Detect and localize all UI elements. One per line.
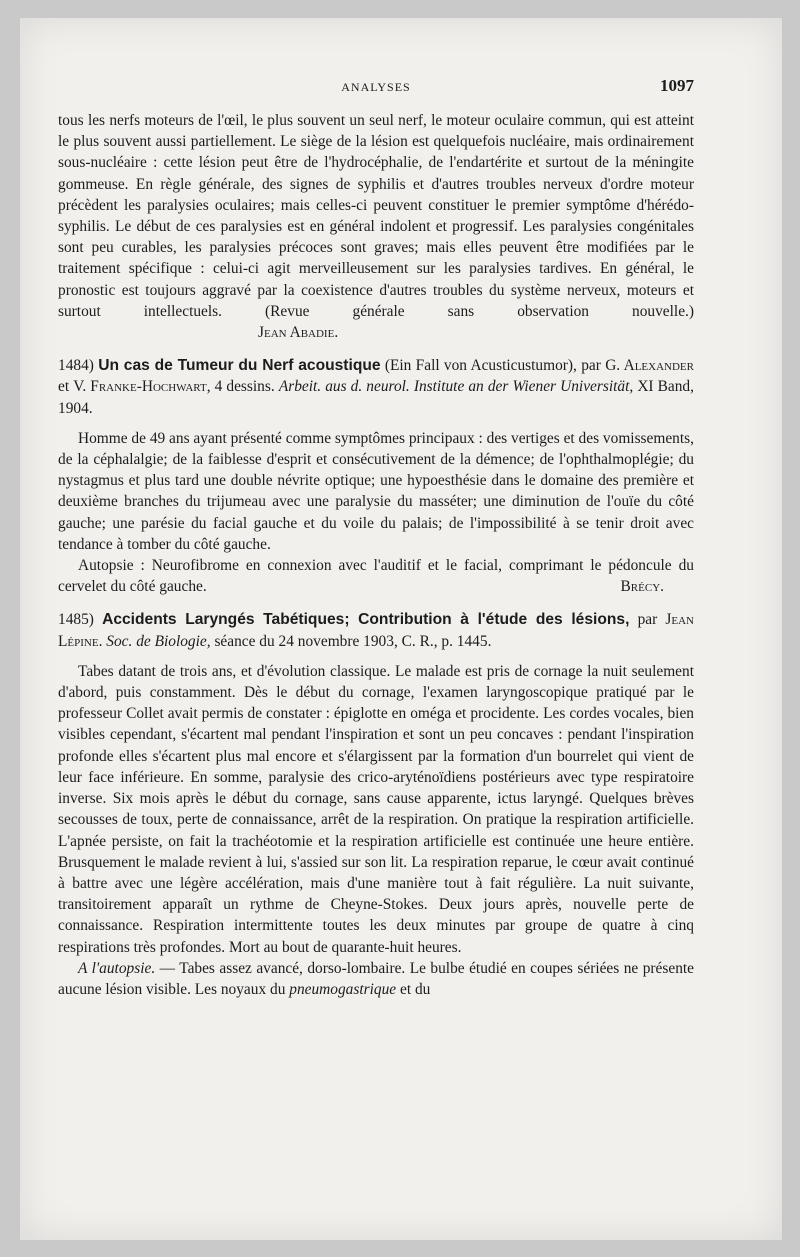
page-content (58, 110, 694, 1000)
running-title: ANALYSES (341, 80, 411, 94)
entry-1484-heading: 1484) Un cas de Tumeur du Nerf acoustique (Ein Fall von Acusticustumor), par G. Alexander et V. Franke-Hochwart, 4 dessins. Arbeit. aus d. neurol. Institute an der Wiener Universität, XI Band, 1904. (58, 357, 694, 417)
autopsy-label: A l'autopsie. (78, 959, 156, 977)
entry-1484 (58, 355, 694, 597)
entry-title: Accidents Laryngés Tabétiques; Contribution à l'étude des lésions, (102, 611, 630, 629)
author: V. Franke-Hochwart (73, 378, 207, 396)
page-number: 1097 (660, 76, 694, 95)
signature-abadie: Jean Abadie. (258, 324, 339, 342)
author: G. Alexander (605, 357, 694, 375)
page (20, 18, 782, 1240)
entry-number: 1485) (58, 611, 94, 629)
journal: Soc. de Biologie, (106, 632, 211, 650)
entry-1485-paragraph: Tabes datant de trois ans, et d'évolution classique. Le malade est pris de cornage la nuit seulement d'abord, puis constamment. Dès le début du cornage, l'examen laryngoscopique pratiqué par le professeur Collet avait permis de constater : épiglotte en oméga et procidente. Les cordes vocales, bien visibles cependant, s'écartent mal pendant l'inspiration et sont un peu concaves : pendant l'inspiration profonde elles s'écartent plus mal encore et s'élargissent par la formation d'un bourrelet qui vient de leur face inférieure. En somme, paralysie des crico-aryténoïdiens postérieurs avec type respiratoire inverse. Six mois après le début du cornage, sans cause apparente, ictus laryngé. Quelques brèves secousses de toux, perte de connaissance, arrêt de la respiration. On pratique la respiration artificielle. L'apnée persiste, on fait la trachéotomie et la respiration artificielle est continuée une heure entière. Brusquement le malade revient à lui, s'assied sur son lit. La respiration reparue, le cœur avait continué à battre avec une légère accélération, mais d'une manière tout à fait régulière. La nuit suivante, transitoirement apparaît un rythme de Cheyne-Stokes. Deux jours après, nouvelle perte de connaissance. Respiration intermittente toutes les deux minutes par groupe de quatre à cinq respirations très profondes. Mort au bout de quarante-huit heures. (58, 662, 694, 956)
entry-title: Un cas de Tumeur du Nerf acoustique (98, 357, 381, 375)
details: séance du 24 novembre 1903, C. R., p. 1445. (214, 632, 492, 650)
entry-1485 (58, 609, 694, 1000)
entry-1484-paragraph: Homme de 49 ans ayant présenté comme symptômes principaux : des vertiges et des vomissements, de la céphalalgie; de la faiblesse d'esprit et consécutivement de la démence; de l'ophthalmoplégie; du nystagmus et plus tard une double névrite optique; une hypoesthésie dans le domaine des première et deuxième branches du trijumeau avec une paralysie du masséter; une diminution de l'ouïe du côté gauche; une parésie du facial gauche et du voile du palais; de l'impossibilité à se tenir droit avec tendance à tomber du côté gauche. (58, 429, 694, 553)
page-header (58, 76, 694, 98)
entry-number: 1484) (58, 357, 94, 375)
signature-brecy: Brécy. (620, 578, 664, 596)
author: Jean Lépine (58, 611, 694, 650)
entry-1485-autopsy: A l'autopsie. — Tabes assez avancé, dorso-lombaire. Le bulbe étudié en coupes sériées ne présente aucune lésion visible. Les noyaux du pneumogastrique et du (58, 959, 694, 998)
volume: XI Band, 1904. (58, 378, 694, 417)
entry-german-title: (Ein Fall von Acusticustumor), (384, 357, 577, 375)
entry-1485-heading: 1485) Accidents Laryngés Tabétiques; Contribution à l'étude des lésions, par Jean Lépine. Soc. de Biologie, séance du 24 novembre 1903, C. R., p. 1445. (58, 611, 694, 650)
journal: Arbeit. aus d. neurol. Institute an der Wiener Universität, (278, 378, 634, 396)
continued-paragraph: tous les nerfs moteurs de l'œil, le plus souvent un seul nerf, le moteur oculaire commun, qui est atteint le plus souvent aussi partiellement. Le siège de la lésion est quelquefois nucléaire, mais ordinairement sous-nucléaire : cette lésion peut être de l'hydrocéphalie, de l'endartérite et surtout de la méningite gommeuse. En règle générale, des signes de syphilis et d'autres troubles nerveux d'ordre moteur précèdent les paralysies oculaires; mais celles-ci peuvent constituer le premier symptôme d'hérédo-syphilis. Le début de ces paralysies est en général indolent et progressif. Les paralysies congénitales sont peu curables, les paralysies précoces sont graves; mais elles peuvent être modifiées par le traitement spécifique : celui-ci agit merveilleusement sur les paralysies tardives. En général, le pronostic est toujours aggravé par la coexistence d'autres troubles du système nerveux, moteurs et surtout intellectuels. (Revue générale sans observation nouvelle.) Jean Abadie. (58, 110, 694, 343)
entry-1484-autopsy: Autopsie : Neurofibrome en connexion avec l'auditif et le facial, comprimant le pédoncule du cervelet du côté gauche. Brécy. (58, 555, 694, 597)
